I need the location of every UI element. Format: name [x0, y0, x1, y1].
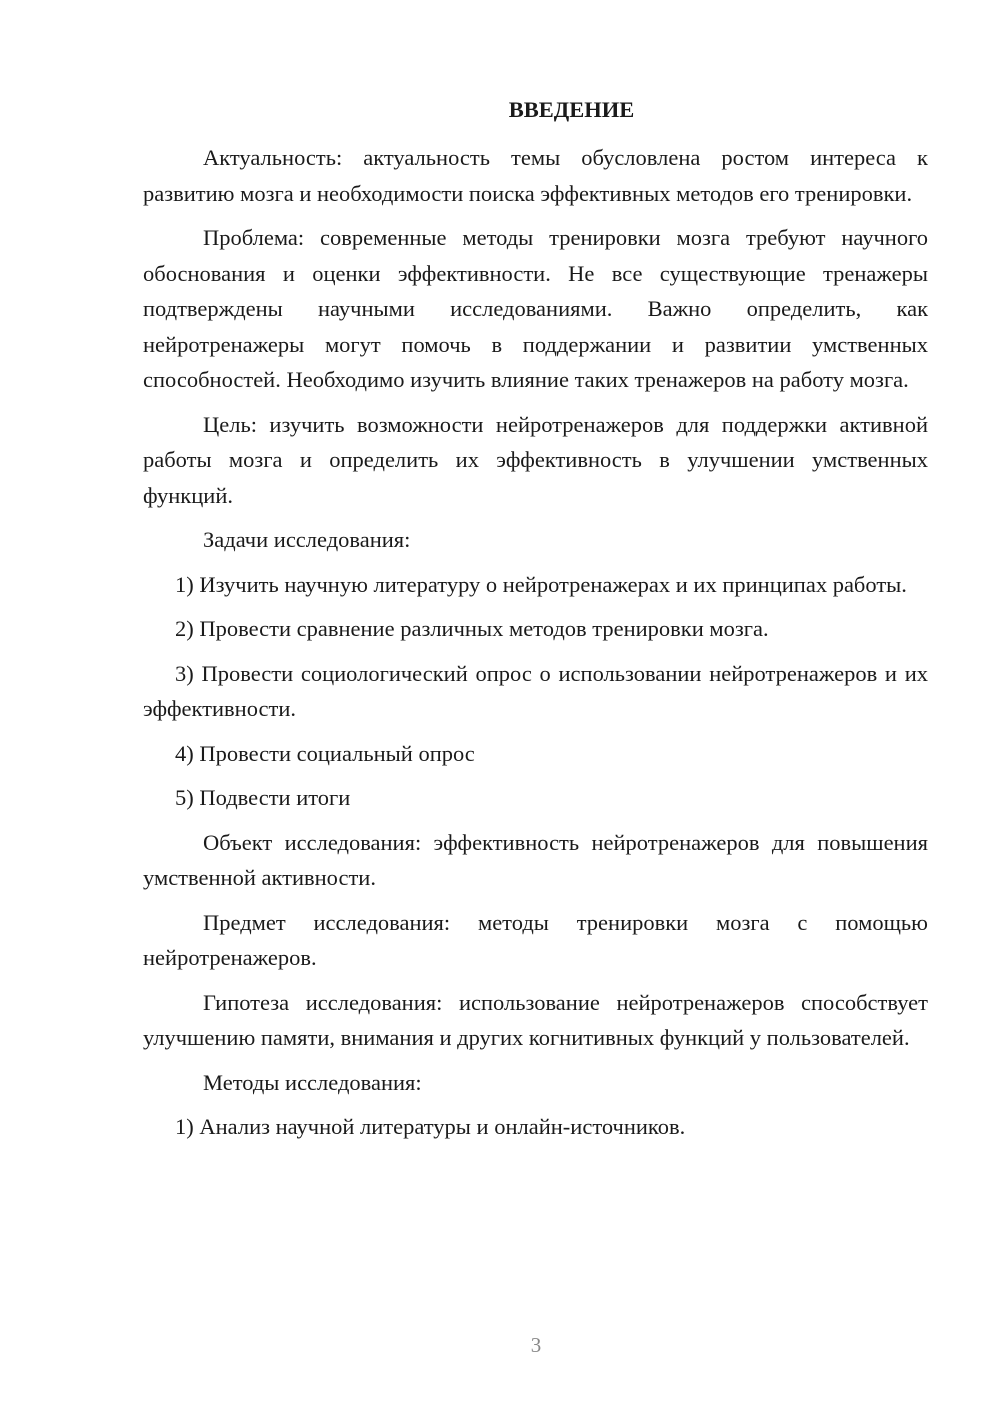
methods-heading: Методы исследования:: [203, 1069, 422, 1095]
paragraph-relevance: Актуальность: актуальность темы обусловлена ростом интереса к развитию мозга и необходимости поиска эффективных методов его тренировки.: [143, 145, 928, 206]
paragraph-object: Объект исследования: эффективность нейротренажеров для повышения умственной активности.: [143, 829, 928, 890]
task-item: 4) Провести социальный опрос: [175, 740, 475, 766]
page-content: [143, 92, 928, 1154]
task-item: 3) Провести социологический опрос о использовании нейротренажеров и их эффективности.: [143, 660, 928, 721]
paragraph-subject: Предмет исследования: методы тренировки мозга с помощью нейротренажеров.: [143, 909, 928, 970]
task-item: 5) Подвести итоги: [175, 785, 351, 810]
paragraph-problem: Проблема: современные методы тренировки мозга требуют научного обоснования и оценки эффективности. Не все существующие тренажеры подтверждены научными исследованиями. Важно определить, как нейротренажеры могут помочь в поддержании и развитии умственных способностей. Необходимо изучить влияние таких тренажеров на работу мозга.: [143, 225, 928, 392]
paragraph-goal: Цель: изучить возможности нейротренажеров для поддержки активной работы мозга и определить их эффективность в улучшении умственных функций.: [143, 411, 928, 508]
method-item: 1) Анализ научной литературы и онлайн-источников.: [175, 1114, 686, 1139]
paragraph-hypothesis: Гипотеза исследования: использование нейротренажеров способствует улучшению памяти, внимания и других когнитивных функций у пользователей.: [143, 989, 928, 1050]
page-number: 3: [530, 1333, 542, 1357]
task-item: 1) Изучить научную литературу о нейротренажерах и их принципах работы.: [175, 571, 907, 597]
tasks-heading: Задачи исследования:: [203, 527, 411, 552]
task-item: 2) Провести сравнение различных методов тренировки мозга.: [175, 616, 769, 641]
section-title: ВВЕДЕНИЕ: [508, 97, 635, 122]
